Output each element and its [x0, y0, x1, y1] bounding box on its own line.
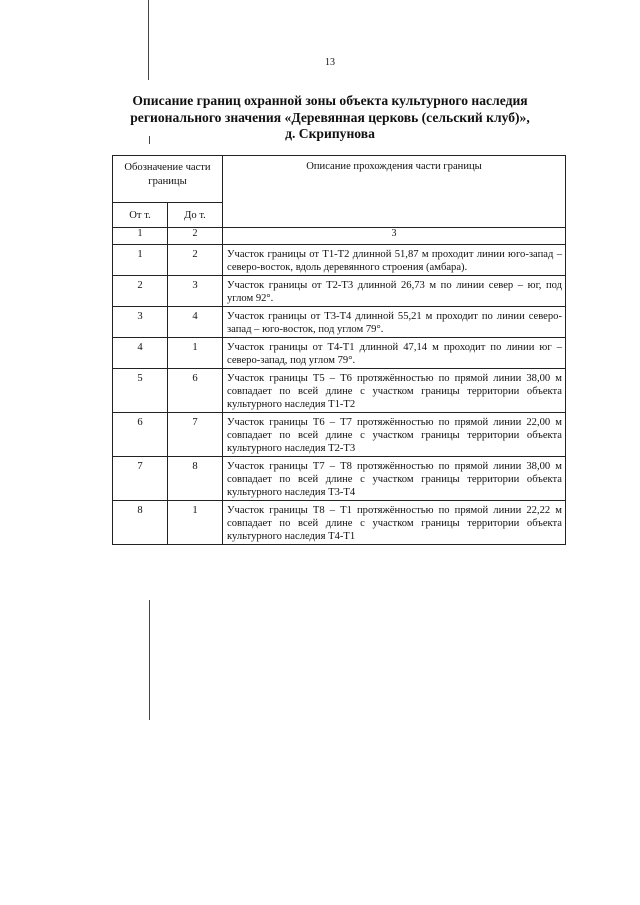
header-designation: Обозначение части границы [113, 156, 223, 203]
column-number: 2 [168, 228, 223, 245]
segment-description: Участок границы Т7 – Т8 протяжённостью по прямой линии 38,00 м совпадает по всей длине с участком границы территории объекта культурного наследия Т3-Т4 [223, 457, 566, 501]
table-row [113, 413, 566, 457]
table-row [113, 369, 566, 413]
from-point: 8 [113, 501, 168, 545]
from-point: 6 [113, 413, 168, 457]
table-row [113, 457, 566, 501]
column-number: 3 [223, 228, 566, 245]
to-point: 8 [168, 457, 223, 501]
from-point: 5 [113, 369, 168, 413]
segment-description: Участок границы от Т1-Т2 длинной 51,87 м проходит линии юго-запад – северо-восток, вдоль деревянного строения (амбара). [223, 245, 566, 276]
from-point: 3 [113, 307, 168, 338]
from-point: 2 [113, 276, 168, 307]
table-row [113, 501, 566, 545]
title-line-2: регионального значения «Деревянная церковь (сельский клуб)», [130, 109, 530, 125]
segment-description: Участок границы Т6 – Т7 протяжённостью по прямой линии 22,00 м совпадает по всей длине с участком границы территории объекта культурного наследия Т2-Т3 [223, 413, 566, 457]
title-line-3: д. Скрипунова [285, 126, 375, 141]
to-point: 6 [168, 369, 223, 413]
table-row [113, 307, 566, 338]
boundary-table [112, 155, 566, 545]
segment-description: Участок границы от Т4-Т1 длинной 47,14 м проходит по линии юг – северо-запад, под углом 79°. [223, 338, 566, 369]
column-number: 1 [113, 228, 168, 245]
column-number-row [113, 228, 566, 245]
document-title [100, 93, 560, 143]
from-point: 7 [113, 457, 168, 501]
title-line-1: Описание границ охранной зоны объекта культурного наследия [132, 93, 528, 108]
to-point: 3 [168, 276, 223, 307]
table-row [113, 245, 566, 276]
scan-margin-line-top [148, 0, 149, 80]
from-point: 4 [113, 338, 168, 369]
segment-description: Участок границы от Т3-Т4 длинной 55,21 м проходит по линии северо-запад – юго-восток, под углом 79°. [223, 307, 566, 338]
table-row [113, 338, 566, 369]
to-point: 2 [168, 245, 223, 276]
segment-description: Участок границы Т5 – Т6 протяжённостью по прямой линии 38,00 м совпадает по всей длине с участком границы территории объекта культурного наследия Т1-Т2 [223, 369, 566, 413]
to-point: 1 [168, 338, 223, 369]
segment-description: Участок границы от Т2-Т3 длинной 26,73 м по линии север – юг, под углом 92°. [223, 276, 566, 307]
segment-description: Участок границы Т8 – Т1 протяжённостью по прямой линии 22,22 м совпадает по всей длине с участком границы территории объекта культурного наследия Т4-Т1 [223, 501, 566, 545]
table-row [113, 276, 566, 307]
header-description: Описание прохождения части границы [223, 156, 566, 228]
to-point: 1 [168, 501, 223, 545]
to-point: 7 [168, 413, 223, 457]
header-to-point: До т. [168, 203, 223, 228]
to-point: 4 [168, 307, 223, 338]
page-number: 13 [325, 57, 335, 68]
scan-margin-line-bottom [149, 600, 150, 720]
from-point: 1 [113, 245, 168, 276]
header-from-point: От т. [113, 203, 168, 228]
